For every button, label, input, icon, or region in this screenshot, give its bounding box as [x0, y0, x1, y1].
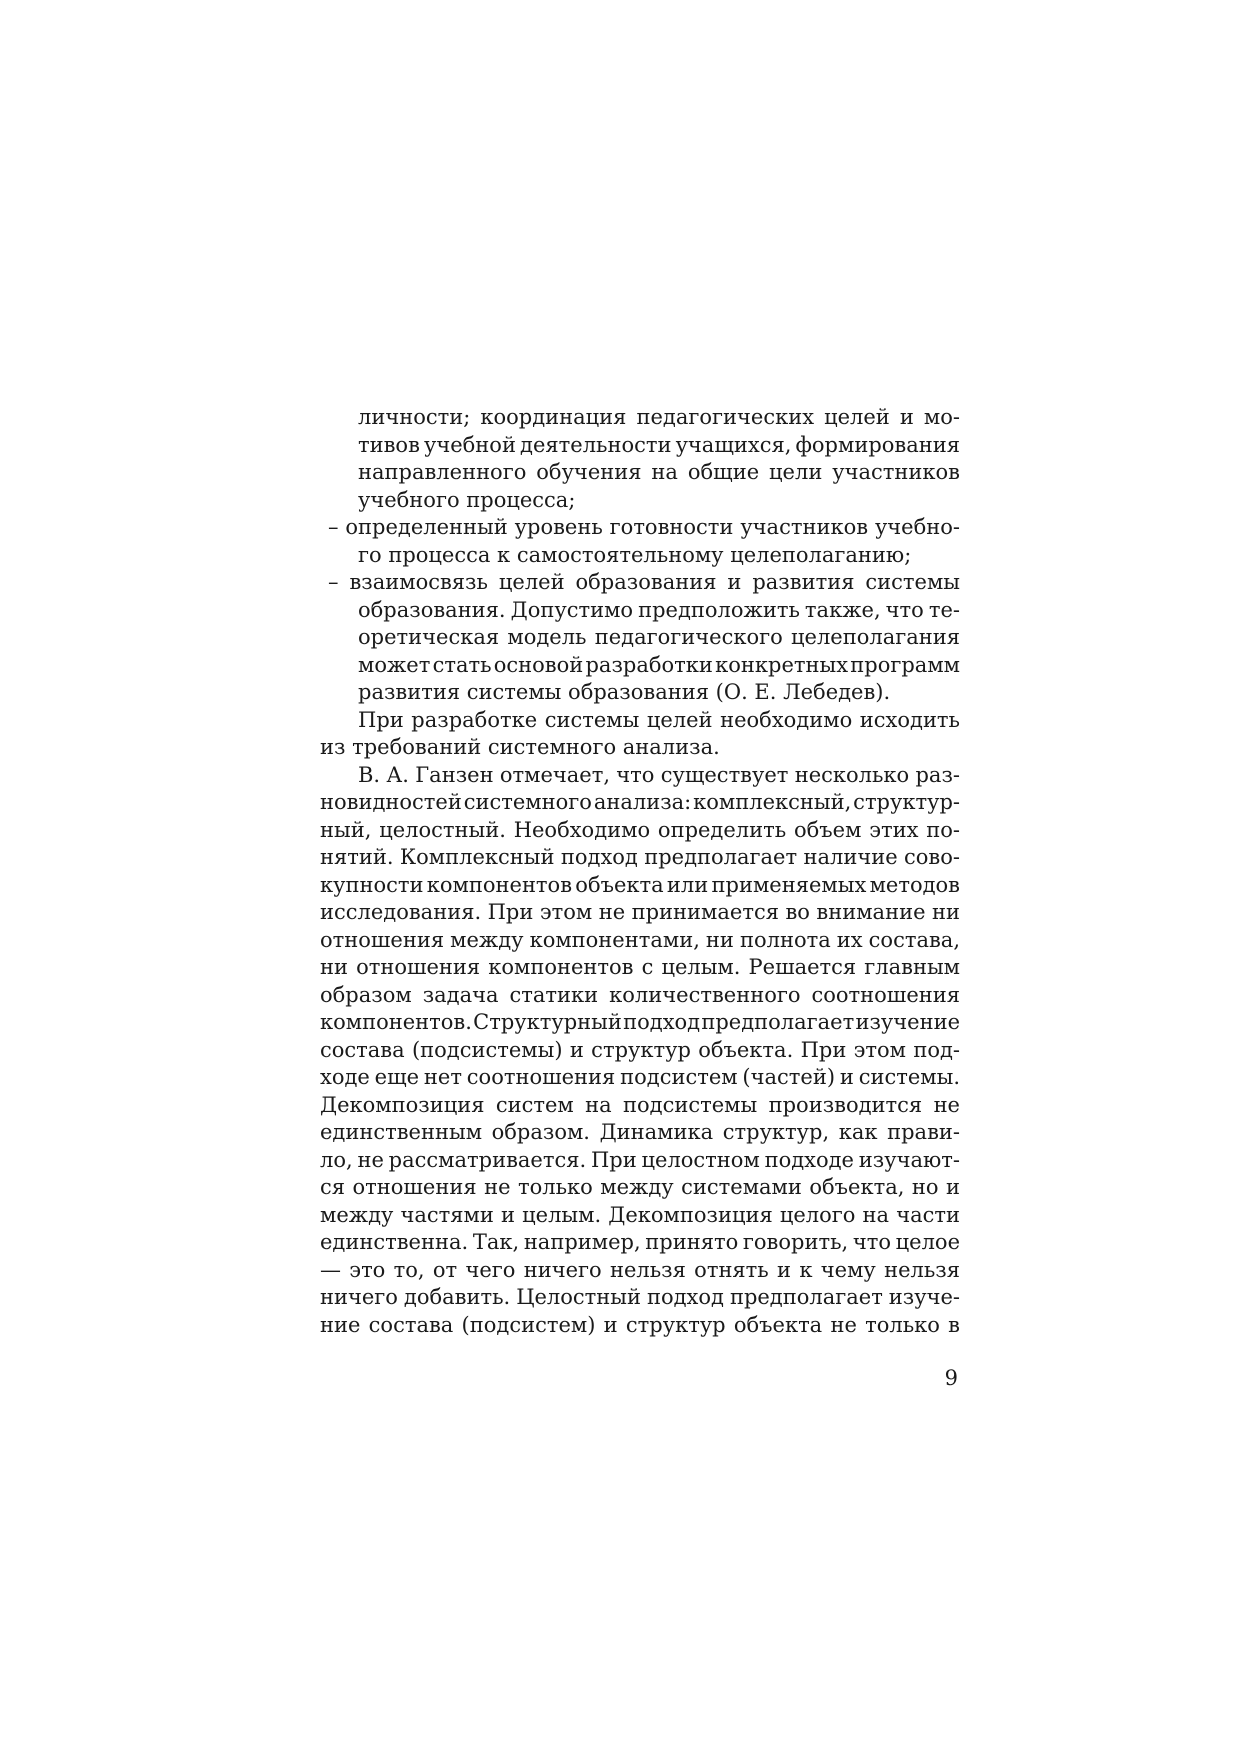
text-line: В. А. Ганзен отмечает, что существует несколько раз- [358, 762, 960, 787]
text-line: – взаимосвязь целей образования и развития системы [328, 570, 960, 594]
text-line: Декомпозиция систем на подсистемы производится не [320, 1092, 960, 1117]
text-line: единственна. Так, например, принято говорить, что целое [320, 1230, 960, 1254]
text-line: ние состава (подсистем) и структур объекта не только в [320, 1312, 960, 1337]
text-line: компонентов. Структурный подход предполагает изучение [320, 1010, 960, 1034]
text-line: нятий. Комплексный подход предполагает наличие сово- [320, 845, 960, 869]
text-line: между частями и целым. Декомпозиция целого на части [320, 1202, 960, 1227]
text-line: состава (подсистемы) и структур объекта. При этом под- [320, 1037, 960, 1062]
body-text [320, 404, 960, 1339]
text-line: учебного процесса; [358, 487, 576, 512]
text-line: новидностей системного анализа: комплексный, структур- [320, 790, 960, 814]
text-line: личности; координация педагогических целей и мо- [358, 405, 960, 429]
text-line: из требований системного анализа. [320, 735, 720, 759]
text-line: развития системы образования (О. Е. Лебедев). [358, 680, 891, 704]
text-line: го процесса к самостоятельному целеполаганию; [358, 542, 912, 567]
text-line: единственным образом. Динамика структур, как прави- [320, 1120, 960, 1144]
page-number: 9 [944, 1366, 958, 1390]
text-line: ни отношения компонентов с целым. Решается главным [320, 955, 960, 979]
text-line: – определенный уровень готовности участников учебно- [328, 515, 960, 539]
text-line: ходе еще нет соотношения подсистем (частей) и системы. [320, 1065, 960, 1089]
text-line: отношения между компонентами, ни полнота их состава, [320, 927, 960, 952]
text-line: направленного обучения на общие цели участников [358, 460, 960, 484]
text-line: ный, целостный. Необходимо определить объем этих по- [320, 817, 960, 842]
text-line: образования. Допустимо предположить также, что те- [358, 597, 960, 622]
text-line: — это то, от чего ничего нельзя отнять и к чему нельзя [320, 1257, 960, 1282]
text-line: тивов учебной деятельности учащихся, формирования [358, 432, 960, 457]
text-line: При разработке системы целей необходимо исходить [358, 707, 960, 732]
text-line: ся отношения не только между системами объекта, но и [320, 1175, 960, 1199]
text-line: оретическая модель педагогического целеполагания [358, 625, 960, 649]
text-line: образом задача статики количественного соотношения [320, 982, 960, 1007]
text-line: ничего добавить. Целостный подход предполагает изуче- [320, 1285, 960, 1309]
text-line: ло, не рассматривается. При целостном подходе изучают- [320, 1147, 960, 1172]
text-line: купности компонентов объекта или применяемых методов [320, 872, 960, 897]
text-line: исследования. При этом не принимается во внимание ни [320, 900, 960, 924]
text-line: может стать основой разработки конкретных программ [358, 652, 960, 677]
